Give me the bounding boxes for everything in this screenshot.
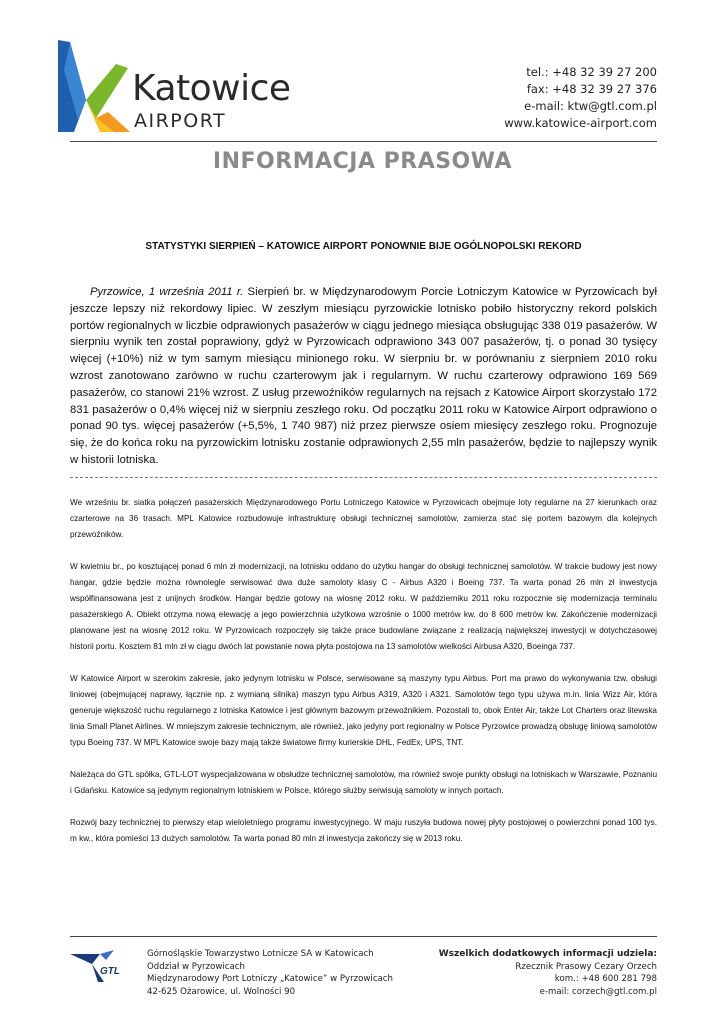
gtl-label: GTL	[100, 966, 120, 977]
contact-phone: tel.: +48 32 39 27 200	[526, 65, 657, 79]
footer-mobile: kom.: +48 600 281 798	[554, 974, 657, 985]
footer-press-contact	[439, 948, 657, 998]
contact-block	[504, 64, 657, 132]
contact-email[interactable]: e-mail: ktw@gtl.com.pl	[524, 99, 657, 113]
lead-paragraph	[70, 284, 657, 469]
body-text	[70, 495, 657, 863]
brand-sub: AIRPORT	[134, 110, 227, 132]
brand-name: Katowice	[132, 68, 291, 109]
katowice-airport-logo	[56, 40, 296, 135]
footer-port: Międzynarodowy Port Lotniczy „Katowice” w Pyrzowicach	[147, 974, 393, 985]
header-divider	[70, 141, 657, 142]
footer-branch: Oddział w Pyrzowicach	[147, 961, 245, 972]
body-paragraph: Rozwój bazy technicznej to pierwszy etap wieloletniego programu inwestycyjnego. W maju ruszyła budowa nowej płyty postojowej o powierzchni ponad 100 tys. m kw., która pomieści 13 dużych samolotów. Ta warta ponad 80 mln zł inwestycja zakończy się w 2013 roku.	[70, 818, 657, 843]
footer-address	[147, 948, 393, 998]
footer-divider	[70, 936, 657, 937]
dashed-divider	[70, 477, 657, 478]
press-title: INFORMACJA PRASOWA	[212, 149, 513, 174]
body-paragraph: Należąca do GTL spółka, GTL-LOT wyspecjalizowana w obsłudze technicznej samolotów, ma również swoje punkty obsługi na lotniskach w Warszawie, Poznaniu i Gdańsku. Katowice są jedynym regionalnym lotniskiem w Polsce, którego służby serwisują samoloty w innych portach.	[70, 770, 657, 795]
body-paragraph: W kwietniu br., po kosztującej ponad 6 mln zł modernizacji, na lotnisku oddano do użytku hangar do obsługi technicznej samolotów. W trakcie budowy jest nowy hangar, gdzie będzie można równolegle serwisować dwa duże samoloty klasy C - Airbus A320 i Boeing 737. Ta warta ponad 26 mln zł inwestycja współfinansowana jest z unijnych środków. Hangar będzie gotowy na wiosnę 2012 roku. W październiku 2011 roku rozpocznie się modernizacja terminalu pasażerskiego A. Obiekt otrzyma nową elewację a jego powierzchnia użytkowa wzrośnie o 1000 metrów kw. do 8 600 metrów kw. Zakończenie modernizacji planowane jest na wiosnę 2012 roku. W Pyrzowicach rozpoczęły się także prace budowlane związane z realizacją największej inwestycji w dotychczasowej historii portu. Kosztem 81 mln zł w ciągu dwóch lat powstanie nowa płyta postojowa na 13 samolotów wielkości Airbusa A320, Boeinga 737.	[70, 562, 657, 651]
contact-website[interactable]: www.katowice-airport.com	[504, 116, 657, 130]
footer-company: Górnośląskie Towarzystwo Lotnicze SA w Katowicach	[147, 949, 374, 959]
body-paragraph: W Katowice Airport w szerokim zakresie, jako jedynym lotnisku w Polsce, serwisowane są maszyny typu Airbus. Port ma prawo do wykonywania tzw. obsługi liniowej (obejmującej naprawy, łącznie np. z wymianą silnika) maszyn typu Airbus A319, A320 i A321. Samolotów tego typu używa m.in. linia Wizz Air, która generuje większość ruchu regularnego z lotniska Katowice i jest głównym bazowym przewoźnikiem. Pozostali to, obok Enter Air, także Lot Charters oraz litewska linia Small Planet Airlines. W mniejszym zakresie technicznym, ale również, jako jedyny port regionalny w Polsce Pyrzowice prowadzą obsługę liniową samolotów typu Boeing 737. W MPL Katowice swoje bazy mają także światowe firmy kurierskie DHL, FedEx, UPS, TNT.	[70, 674, 657, 747]
lead-text: Sierpień br. w Międzynarodowym Porcie Lotniczym Katowice w Pyrzowicach był jeszcze lepszy niż rekordowy lipiec. W zeszłym miesiącu pyrzowickie lotnisko pobiło historyczny rekord polskich portów regionalnych w liczbie odprawionych pasażerów w ciągu jednego miesiąca obsługując 338 019 pasażerów. W sierpniu wynik ten został poprawiony, gdyż w Pyrzowicach odprawiono 343 007 pasażerów, tj. o ponad 30 tysięcy więcej (+10%) niż w tym samym miesiącu minionego roku. W sierpniu br. w porównaniu z sierpniem 2010 roku wzrost zanotowano zarówno w ruchu czarterowym jak i regularnym. W ruchu czarterowy odprawiono 169 569 pasażerów, co stanowi 21% wzrost. Z usług przewoźników regularnych na rejsach z Katowice Airport skorzystało 172 831 pasażerów o 0,4% więcej niż w sierpniu zeszłego roku. Od początku 2011 roku w Katowice Airport odprawiono o ponad 90 tys. więcej pasażerów (+5,5%, 1 740 987) niż przez pierwsze osiem miesięcy zeszłego roku. Prognozuje się, że do końca roku na pyrzowickim lotnisku zostanie odprawionych 2,55 mln pasażerów, będzie to najlepszy wynik w historii lotniska.	[70, 286, 657, 466]
footer-contact-title: Wszelkich dodatkowych informacji udziela:	[438, 949, 657, 959]
k-logo-icon	[56, 40, 132, 132]
footer-email[interactable]: e-mail: corzech@gtl.com.pl	[539, 986, 657, 997]
contact-fax: fax: +48 32 39 27 376	[526, 82, 657, 96]
footer-spokesperson: Rzecznik Prasowy Cezary Orzech	[515, 961, 657, 972]
dateline: Pyrzowice, 1 września 2011 r.	[90, 286, 244, 298]
body-paragraph: We wrześniu br. siatka połączeń pasażerskich Międzynarodowego Portu Lotniczego Katowice w Pyrzowicach obejmuje loty regularne na 27 kierunkach oraz czarterowe na 36 trasach. MPL Katowice rozbudowuje infrastrukturę obsługi technicznej samolotów, zamierza stać się portem bazowym dla kolejnych przewoźników.	[70, 498, 657, 539]
footer-street: 42-625 Ożarowice, ul. Wolności 90	[147, 986, 296, 997]
headline: STATYSTYKI SIERPIEŃ – KATOWICE AIRPORT PONOWNIE BIJE OGÓLNOPOLSKI REKORD	[145, 241, 582, 252]
